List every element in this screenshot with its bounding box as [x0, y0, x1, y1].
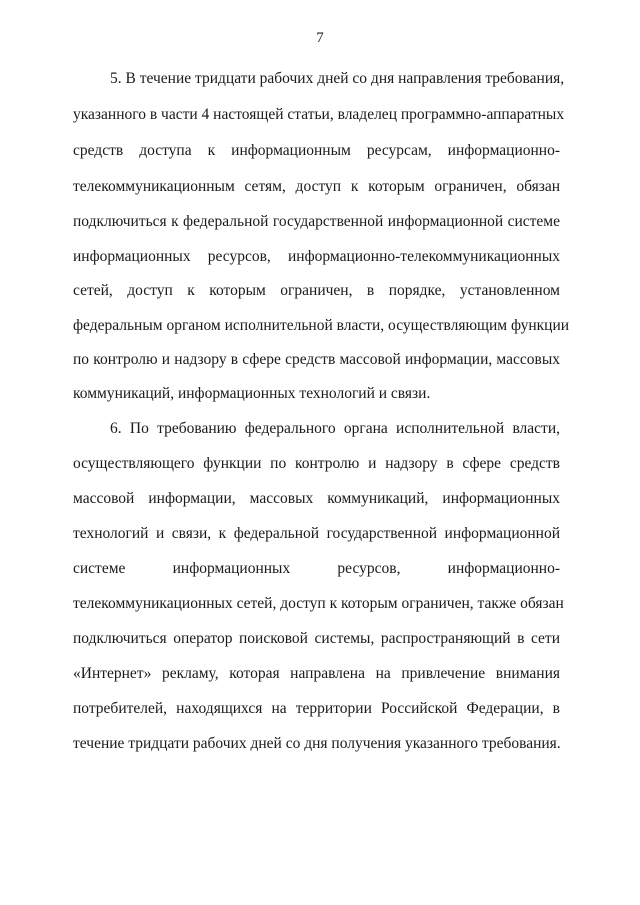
text-line: средств доступа к информационным ресурсам, информационно- — [73, 142, 560, 159]
text-line: «Интернет» рекламу, которая направлена на привлечение внимания — [73, 665, 560, 682]
text-line: федеральным органом исполнительной власти, осуществляющим функции — [73, 317, 570, 334]
text-line: указанного в части 4 настоящей статьи, владелец программно-аппаратных — [73, 106, 565, 123]
text-line: 5. В течение тридцати рабочих дней со дня направления требования, — [110, 70, 565, 87]
text-line: потребителей, находящихся на территории Российской Федерации, в — [73, 700, 560, 717]
text-line: подключиться к федеральной государственной информационной системе — [73, 213, 560, 230]
text-line: сетей, доступ к которым ограничен, в порядке, установленном — [73, 282, 560, 299]
page-number: 7 — [316, 30, 324, 46]
text-line: осуществляющего функции по контролю и надзору в сфере средств — [73, 455, 560, 472]
text-line: телекоммуникационных сетей, доступ к которым ограничен, также обязан — [73, 595, 564, 612]
text-line: информационных ресурсов, информационно-телекоммуникационных — [73, 248, 560, 265]
text-line: 6. По требованию федерального органа исполнительной власти, — [110, 420, 560, 437]
text-line: подключиться оператор поисковой системы, распространяющий в сети — [73, 630, 560, 647]
text-line: коммуникаций, информационных технологий и связи. — [73, 385, 431, 402]
text-line: технологий и связи, к федеральной государственной информационной — [73, 525, 560, 542]
text-line: по контролю и надзору в сфере средств массовой информации, массовых — [73, 351, 560, 368]
text-line: системе информационных ресурсов, информационно- — [73, 560, 560, 577]
text-line: массовой информации, массовых коммуникаций, информационных — [73, 490, 560, 507]
text-line: телекоммуникационным сетям, доступ к которым ограничен, обязан — [73, 178, 560, 195]
text-line: течение тридцати рабочих дней со дня получения указанного требования. — [73, 735, 561, 752]
